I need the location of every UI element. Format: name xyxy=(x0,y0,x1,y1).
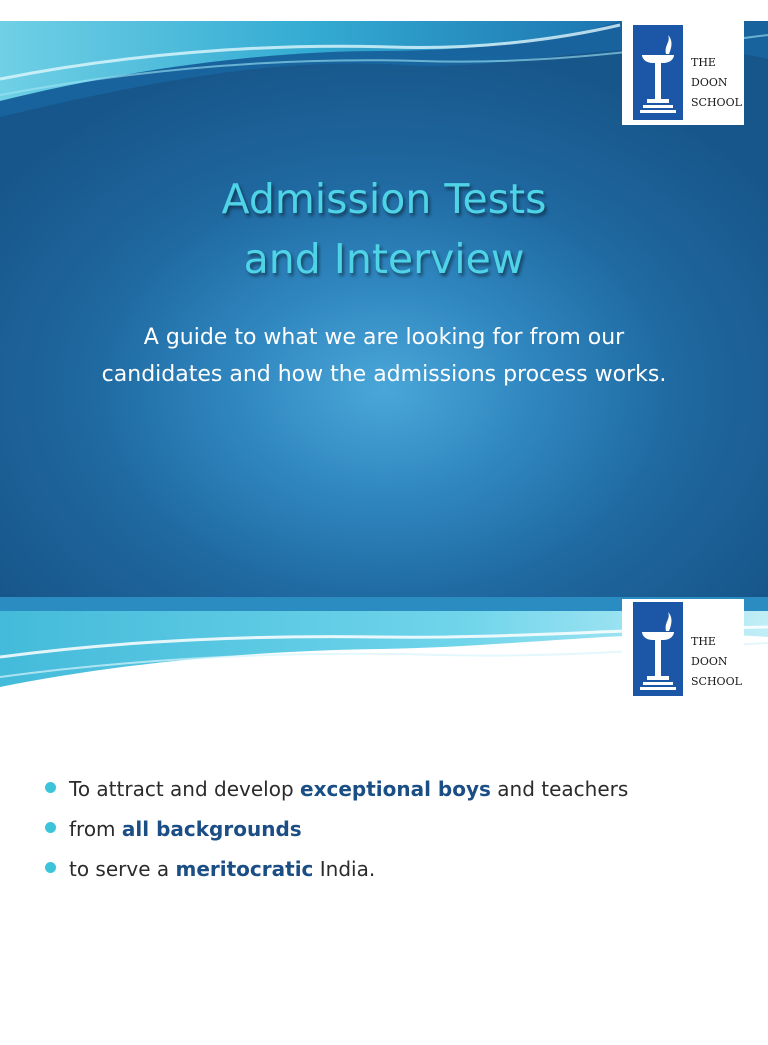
list-item xyxy=(42,769,628,809)
bullet-emphasis: exceptional boys xyxy=(300,777,491,802)
logo-word: DOON xyxy=(691,76,728,90)
mission-bullet-list xyxy=(42,769,628,889)
list-item xyxy=(42,809,628,849)
logo-word: THE xyxy=(691,56,716,70)
title-slide xyxy=(0,21,768,597)
school-logo xyxy=(622,599,744,699)
logo-word: DOON xyxy=(691,655,728,669)
bullet-text: To attract and develop xyxy=(69,777,300,802)
logo-word: SCHOOL xyxy=(691,675,742,689)
logo-wordmark xyxy=(691,53,742,113)
slide-title-line: Admission Tests xyxy=(221,175,547,224)
bullet-text: India. xyxy=(313,857,376,882)
bullet-dot-icon xyxy=(45,782,56,793)
bullet-emphasis: all backgrounds xyxy=(121,817,302,842)
bullet-text: to serve a xyxy=(69,857,176,882)
bullet-dot-icon xyxy=(45,862,56,873)
lamp-emblem-icon xyxy=(633,602,683,696)
bullet-dot-icon xyxy=(45,822,56,833)
slide-title-line: and Interview xyxy=(243,235,525,284)
list-item xyxy=(42,849,628,889)
school-logo xyxy=(622,21,744,125)
logo-word: THE xyxy=(691,635,716,649)
bullet-text: from xyxy=(69,817,122,842)
slide-title xyxy=(0,169,768,289)
subtitle-line: candidates and how the admissions process works. xyxy=(101,362,667,388)
logo-wordmark xyxy=(691,632,742,692)
bullet-emphasis: meritocratic xyxy=(175,857,314,882)
slide-subtitle xyxy=(40,319,728,393)
logo-word: SCHOOL xyxy=(691,96,742,110)
bullet-text: and teachers xyxy=(490,777,629,802)
subtitle-line: A guide to what we are looking for from our xyxy=(143,325,625,351)
lamp-emblem-icon xyxy=(633,25,683,120)
